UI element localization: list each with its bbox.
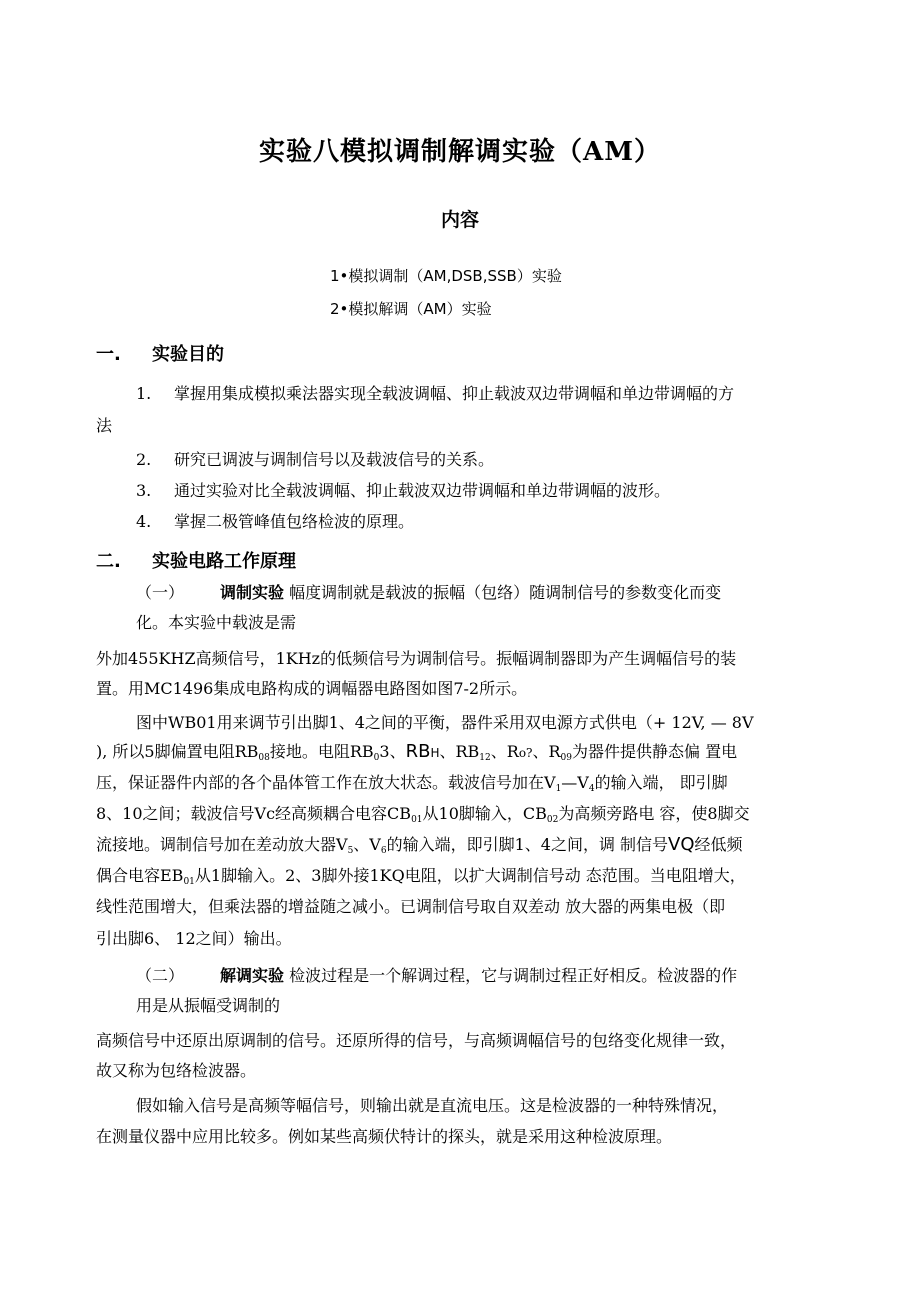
paragraph-line: 外加455KHZ高频信号，1KHz的低频信号为调制信号。振幅调制器即为产生调幅信号的装 (96, 649, 737, 668)
list-item: 4. 掌握二极管峰值包络检波的原理。 (136, 512, 415, 531)
section-heading (96, 547, 296, 573)
paragraph-line: 置。用MC1496集成电路构成的调幅器电路图如图7-2所示。 (96, 679, 528, 698)
subsection-title: 调制实验 (220, 583, 285, 602)
subsection-modulation: （一） 调制实验 幅度调制就是载波的振幅（包络）随调制信号的参数变化而变 (136, 583, 722, 602)
subsection-label: （一） (136, 583, 185, 602)
list-item: 3. 通过实验对比全载波调幅、抑止载波双边带调幅和单边带调幅的波形。 (136, 481, 671, 500)
subsection-title: 解调实验 (220, 966, 285, 985)
paragraph-line: 图中WB01用来调节引出脚1、4之间的平衡，器件采用双电源方式供电（+ 12V, — 8V (136, 713, 754, 732)
paragraph-line: 压，保证器件内部的各个晶体管工作在放大状态。载波信号加在$V_1—V_4$的输入端， 即引脚 (96, 773, 728, 794)
list-item: 2. 研究已调波与调制信号以及载波信号的关系。 (136, 450, 495, 469)
paragraph-line: 线性范围增大，但乘法器的增益随之减小。已调制信号取自双差动 放大器的两集电极（即 (96, 897, 726, 916)
page-title: 实验八模拟调制解调实验（AM） (259, 137, 661, 167)
subsection-demodulation: （二） 解调实验 检波过程是一个解调过程，它与调制过程正好相反。检波器的作 (136, 966, 738, 985)
toc-item: 2•模拟解调（AM）实验 (330, 300, 492, 318)
paragraph-line: 化。本实验中载波是需 (136, 613, 297, 632)
subsection-label: （二） (136, 966, 185, 985)
section-title: 实验电路工作原理 (152, 551, 296, 572)
paragraph-line: 假如输入信号是高频等幅信号，则输出就是直流电压。这是检波器的一种特殊情况， (136, 1096, 729, 1115)
section-title: 实验目的 (152, 344, 224, 365)
paragraph-line: 流接地。调制信号加在差动放大器$V_5$、$V_6$的输入端，即引脚1、4之间，调 制信号VQ经低频 (96, 834, 743, 856)
page-subtitle: 内容 (440, 209, 479, 231)
paragraph-line: 在测量仪器中应用比较多。例如某些高频伏特计的探头，就是采用这种检波原理。 (96, 1127, 673, 1146)
paragraph-line: 故又称为包络检波器。 (96, 1061, 257, 1080)
paragraph-line: 8、10之间；载波信号Vc经高频耦合电容$CB_{01}$从10脚输入，$CB_{02}$为高频旁路电 容，使8脚交 (96, 804, 750, 825)
toc-item: 1•模拟调制（AM,DSB,SSB）实验 (330, 267, 562, 285)
paragraph-line: ), 所以5脚偏置电阻$RB_{08}$接地。电阻$RB_03$、RBH、$RB_{12}$、Ro?、$R_{09}$为器件提供静态偏 置电 (96, 741, 738, 763)
list-item: 1. 掌握用集成模拟乘法器实现全载波调幅、抑止载波双边带调幅和单边带调幅的方 (136, 384, 735, 403)
paragraph-line: 用是从振幅受调制的 (136, 996, 281, 1015)
list-item-continuation: 法 (96, 416, 113, 435)
section-heading (96, 340, 224, 366)
paragraph-line: 高频信号中还原出原调制的信号。还原所得的信号，与高频调幅信号的包络变化规律一致， (96, 1031, 737, 1050)
section-number: 二. (96, 551, 121, 572)
paragraph-line: 偶合电容$EB_{01}$从1脚输入。2、3脚外接1KQ电阻，以扩大调制信号动 态范围。当电阻增大， (96, 866, 746, 887)
section-number: 一. (96, 344, 121, 365)
paragraph-line: 引出脚6、 12之间）输出。 (96, 929, 292, 948)
